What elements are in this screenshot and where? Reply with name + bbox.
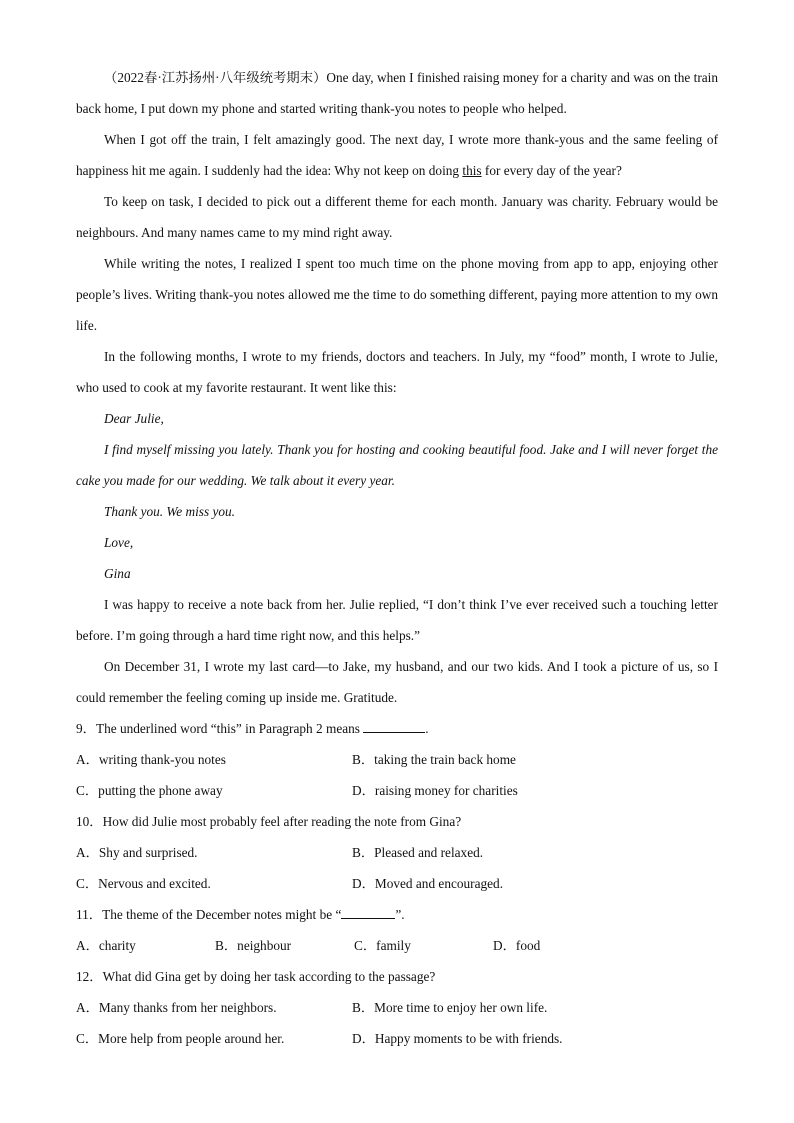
option-a: A．writing thank-you notes bbox=[76, 752, 226, 767]
question-10-stem: 10．How did Julie most probably feel after reading the note from Gina? bbox=[76, 814, 462, 829]
passage-paragraph-5: In the following months, I wrote to my friends, doctors and teachers. In July, my “food” month, I wrote to Julie, who used to cook at my favorite restaurant. It went like this: bbox=[76, 349, 718, 395]
question-11-options bbox=[76, 930, 718, 961]
question-9-options-row-2 bbox=[76, 775, 718, 806]
answer-blank bbox=[363, 718, 425, 733]
question-12-options-row-2 bbox=[76, 1023, 718, 1054]
letter-thanks: Thank you. We miss you. bbox=[104, 504, 235, 519]
passage-paragraph-2 bbox=[76, 124, 718, 186]
option-b: B．taking the train back home bbox=[352, 752, 516, 767]
option-d: D．Happy moments to be with friends. bbox=[352, 1031, 563, 1046]
question-12-stem: 12．What did Gina get by doing her task according to the passage? bbox=[76, 969, 436, 984]
option-a: A．Shy and surprised. bbox=[76, 845, 198, 860]
letter-closing: Love, bbox=[104, 535, 134, 550]
paragraph-2-after: for every day of the year? bbox=[481, 163, 622, 178]
passage-paragraph-6: I was happy to receive a note back from her. Julie replied, “I don’t think I’ve ever received such a touching letter before. I’m going through a hard time right now, and this helps.” bbox=[76, 597, 718, 643]
letter-greeting: Dear Julie, bbox=[104, 411, 164, 426]
paragraph-1-text: One day, when I finished raising money for a charity and was on the train back home, I put down my phone and started writing thank-you notes to people who helped. bbox=[76, 70, 718, 116]
option-b: B．Pleased and relaxed. bbox=[352, 845, 484, 860]
passage-paragraph-1 bbox=[76, 62, 718, 124]
question-12-options-row-1 bbox=[76, 992, 718, 1023]
question-9-stem: 9．The underlined word “this” in Paragraph 2 means . bbox=[76, 713, 718, 744]
passage-paragraph-4: While writing the notes, I realized I spent too much time on the phone moving from app to app, enjoying other people’s lives. Writing thank-you notes allowed me the time to do something different, paying more attention to my own life. bbox=[76, 256, 718, 333]
option-d: D．raising money for charities bbox=[352, 783, 518, 798]
option-a: A．Many thanks from her neighbors. bbox=[76, 1000, 277, 1015]
letter-body: I find myself missing you lately. Thank you for hosting and cooking beautiful food. Jake and I will never forget the cake you made for our wedding. We talk about it every year. bbox=[76, 442, 718, 488]
passage-paragraph-7: On December 31, I wrote my last card—to Jake, my husband, and our two kids. And I took a picture of us, so I could remember the feeling coming up inside me. Gratitude. bbox=[76, 659, 718, 705]
answer-blank bbox=[341, 904, 395, 919]
paragraph-2-before: When I got off the train, I felt amazingly good. The next day, I wrote more thank-yous and the same feeling of happiness hit me again. I suddenly had the idea: Why not keep on doing bbox=[76, 132, 718, 178]
option-b: B．neighbour bbox=[215, 938, 292, 953]
option-c: C．putting the phone away bbox=[76, 783, 223, 798]
letter-signature: Gina bbox=[104, 566, 131, 581]
option-d: D．food bbox=[493, 938, 541, 953]
question-10-options-row-1 bbox=[76, 837, 718, 868]
option-c: C．Nervous and excited. bbox=[76, 876, 211, 891]
question-source: （2022春·江苏扬州·八年级统考期末） bbox=[104, 70, 327, 85]
option-a: A．charity bbox=[76, 938, 136, 953]
option-c: C．More help from people around her. bbox=[76, 1031, 285, 1046]
question-9-options-row-1 bbox=[76, 744, 718, 775]
underlined-word-this: this bbox=[462, 163, 482, 178]
passage-paragraph-3: To keep on task, I decided to pick out a different theme for each month. January was charity. February would be neighbours. And many names came to my mind right away. bbox=[76, 194, 718, 240]
option-c: C．family bbox=[354, 938, 411, 953]
question-11-stem: 11．The theme of the December notes might be “ ”. bbox=[76, 899, 718, 930]
question-10-options-row-2 bbox=[76, 868, 718, 899]
option-b: B．More time to enjoy her own life. bbox=[352, 1000, 548, 1015]
option-d: D．Moved and encouraged. bbox=[352, 876, 504, 891]
